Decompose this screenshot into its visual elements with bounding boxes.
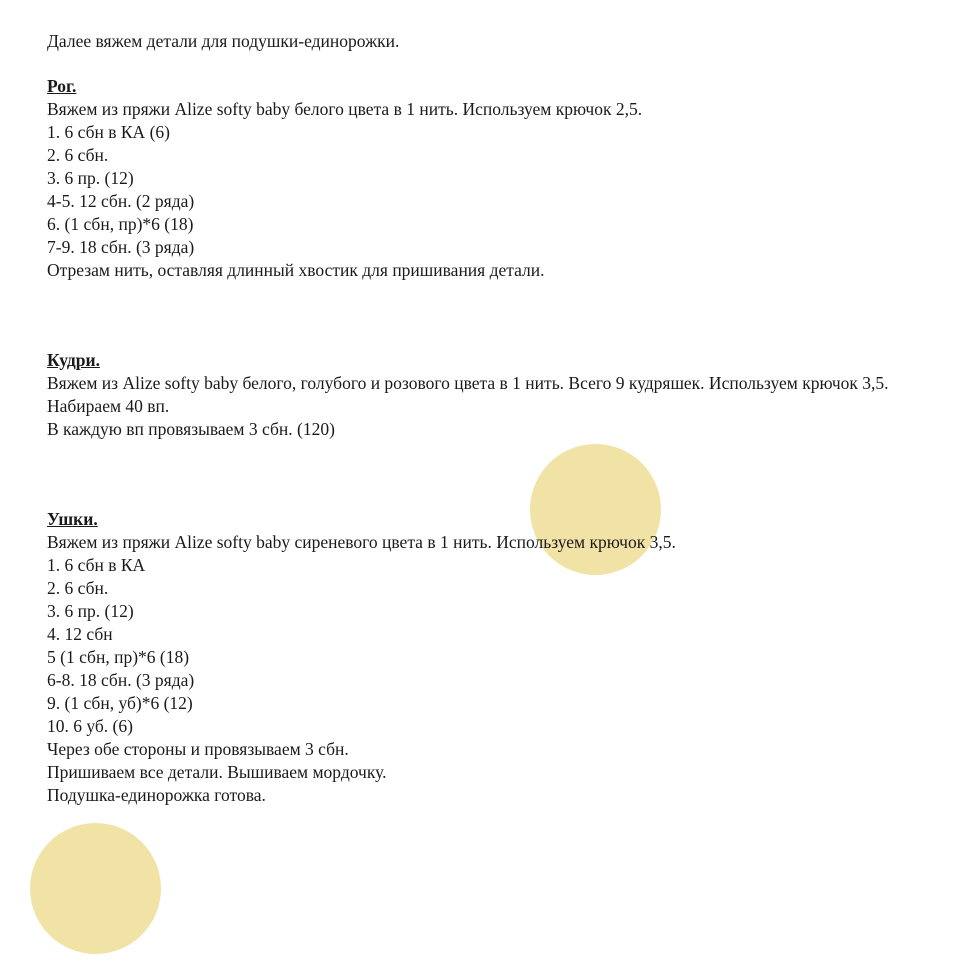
instruction-line: Вяжем из пряжи Alize softy baby белого цвета в 1 нить. Используем крючок 2,5. (47, 99, 643, 119)
instruction-line: Отрезам нить, оставляя длинный хвостик для пришивания детали. (47, 260, 545, 280)
instruction-line: 6. (1 сбн, пр)*6 (18) (47, 214, 194, 234)
section-horn (47, 75, 947, 282)
instruction-line: Пришиваем все детали. Вышиваем мордочку. (47, 762, 387, 782)
instruction-line: Подушка-единорожка готова. (47, 785, 266, 805)
instruction-line: 3. 6 пр. (12) (47, 601, 134, 621)
instruction-line: 1. 6 сбн в КА (6) (47, 122, 170, 142)
document (47, 30, 947, 807)
instruction-line: 9. (1 сбн, уб)*6 (12) (47, 693, 193, 713)
instruction-line: 2. 6 сбн. (47, 145, 109, 165)
instruction-line: 1. 6 сбн в КА (47, 555, 146, 575)
instruction-line: В каждую вп провязываем 3 сбн. (120) (47, 419, 335, 439)
instruction-line: 5 (1 сбн, пр)*6 (18) (47, 647, 190, 667)
section-heading: Рог. (47, 76, 77, 96)
section-heading: Кудри. (47, 350, 100, 370)
section-curls (47, 349, 947, 441)
instruction-line: 7-9. 18 сбн. (3 ряда) (47, 237, 195, 257)
instruction-line: Вяжем из пряжи Alize softy baby сиреневого цвета в 1 нить. Используем крючок 3,5. (47, 532, 676, 552)
intro-text: Далее вяжем детали для подушки-единорожки. (47, 31, 400, 51)
instruction-line: 4-5. 12 сбн. (2 ряда) (47, 191, 195, 211)
instruction-line: Набираем 40 вп. (47, 396, 170, 416)
instruction-line: 2. 6 сбн. (47, 578, 109, 598)
instruction-line: 3. 6 пр. (12) (47, 168, 134, 188)
decorative-dot (30, 823, 161, 954)
instruction-line: 4. 12 сбн (47, 624, 113, 644)
instruction-line: 6-8. 18 сбн. (3 ряда) (47, 670, 195, 690)
instruction-line: 10. 6 уб. (6) (47, 716, 133, 736)
instruction-line: Через обе стороны и провязываем 3 сбн. (47, 739, 349, 759)
instruction-line: Вяжем из Alize softy baby белого, голубого и розового цвета в 1 нить. Всего 9 кудряшек. Используем крючок 3,5. (47, 373, 889, 393)
section-ears (47, 508, 947, 807)
section-heading: Ушки. (47, 509, 98, 529)
